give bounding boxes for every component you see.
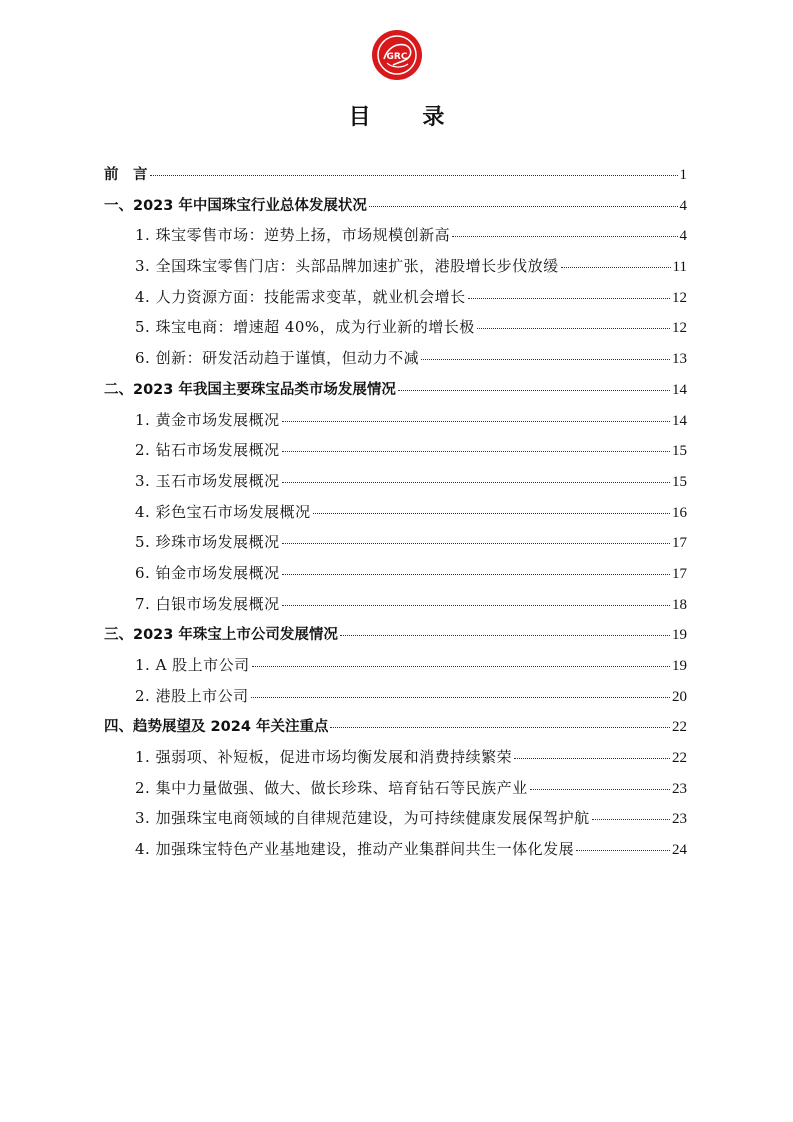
toc-page-number: 12 [672, 320, 687, 337]
toc-section-entry[interactable] [104, 715, 687, 746]
toc-page-number: 13 [672, 351, 687, 368]
toc-dot-leader [282, 482, 670, 483]
toc-page-number: 20 [672, 688, 687, 705]
toc-entry-label: 6. 铂金市场发展概况 [135, 563, 280, 582]
toc-entry-label: 二、2023 年我国主要珠宝品类市场发展情况 [104, 381, 396, 398]
toc-entry-label: 4. 彩色宝石市场发展概况 [135, 502, 311, 521]
toc-dot-leader [282, 574, 670, 575]
toc-entry-label: 4. 加强珠宝特色产业基地建设，推动产业集群间共生一体化发展 [135, 840, 575, 859]
toc-entry-label: 3. 全国珠宝零售门店：头部品牌加速扩张，港股增长步伐放缓 [135, 257, 559, 276]
organization-logo [371, 29, 423, 81]
toc-section-entry[interactable] [104, 378, 687, 409]
toc-page-number: 12 [672, 289, 687, 306]
toc-entry-label: 2. 钻石市场发展概况 [135, 441, 280, 460]
toc-dot-leader [477, 328, 670, 329]
toc-page-number: 19 [672, 627, 687, 644]
toc-page-number: 22 [672, 719, 687, 736]
toc-page-number: 23 [672, 811, 687, 828]
toc-page-number: 17 [672, 565, 687, 582]
toc-section-entry[interactable] [104, 623, 687, 654]
toc-dot-leader [282, 605, 670, 606]
toc-subsection-entry[interactable] [104, 685, 687, 716]
svg-text:GRC: GRC [386, 52, 408, 62]
toc-dot-leader [561, 267, 671, 268]
toc-dot-leader [369, 206, 678, 207]
toc-entry-label: 1. 黄金市场发展概况 [135, 410, 280, 429]
toc-subsection-entry[interactable] [104, 439, 687, 470]
toc-entry-label: 6. 创新：研发活动趋于谨慎，但动力不减 [135, 349, 420, 368]
toc-entry-label: 三、2023 年珠宝上市公司发展情况 [104, 627, 338, 644]
toc-entry-label: 一、2023 年中国珠宝行业总体发展状况 [104, 197, 367, 214]
toc-dot-leader [313, 513, 670, 514]
toc-dot-leader [330, 727, 670, 728]
toc-entry-label: 4. 人力资源方面：技能需求变革，就业机会增长 [135, 287, 466, 306]
toc-page-number: 4 [679, 228, 687, 245]
toc-page-number: 15 [672, 443, 687, 460]
toc-subsection-entry[interactable] [104, 224, 687, 255]
toc-dot-leader [421, 359, 670, 360]
page-title: 目 录 [348, 104, 467, 130]
toc-page-number: 18 [672, 596, 687, 613]
toc-subsection-entry[interactable] [104, 255, 687, 286]
toc-dot-leader [514, 758, 670, 759]
toc-page-number: 17 [672, 535, 687, 552]
toc-subsection-entry[interactable] [104, 409, 687, 440]
toc-entry-label: 1. 强弱项、补短板，促进市场均衡发展和消费持续繁荣 [135, 748, 513, 767]
toc-entry-label: 前 言 [104, 167, 148, 183]
toc-subsection-entry[interactable] [104, 316, 687, 347]
toc-entry-label: 5. 珍珠市场发展概况 [135, 533, 280, 552]
toc-page-number: 24 [672, 842, 687, 859]
toc-page-number: 16 [672, 504, 687, 521]
toc-subsection-entry[interactable] [104, 562, 687, 593]
toc-subsection-entry[interactable] [104, 286, 687, 317]
toc-dot-leader [252, 666, 670, 667]
toc-page-number: 14 [672, 381, 687, 398]
toc-dot-leader [452, 236, 677, 237]
toc-page-number: 11 [672, 259, 687, 276]
toc-entry-label: 1. 珠宝零售市场：逆势上扬，市场规模创新高 [135, 226, 451, 245]
toc-dot-leader [530, 789, 670, 790]
toc-page-number: 4 [679, 197, 687, 214]
toc-entry-label: 2. 集中力量做强、做大、做长珍珠、培育钻石等民族产业 [135, 778, 528, 797]
toc-entry-label: 四、趋势展望及 2024 年关注重点 [104, 719, 329, 736]
toc-dot-leader [398, 390, 670, 391]
toc-dot-leader [576, 850, 670, 851]
toc-section-entry[interactable] [104, 163, 687, 194]
toc-subsection-entry[interactable] [104, 838, 687, 869]
toc-dot-leader [251, 697, 670, 698]
toc-entry-label: 5. 珠宝电商：增速超 40%，成为行业新的增长极 [135, 318, 475, 337]
toc-dot-leader [340, 635, 670, 636]
toc-subsection-entry[interactable] [104, 347, 687, 378]
toc-entry-label: 3. 玉石市场发展概况 [135, 471, 280, 490]
table-of-contents [104, 163, 687, 869]
toc-dot-leader [282, 543, 670, 544]
toc-entry-label: 2. 港股上市公司 [135, 686, 249, 705]
toc-page-number: 15 [672, 473, 687, 490]
toc-subsection-entry[interactable] [104, 777, 687, 808]
toc-subsection-entry[interactable] [104, 470, 687, 501]
toc-page-number: 14 [672, 412, 687, 429]
toc-page-number: 22 [672, 750, 687, 767]
toc-page-number: 1 [679, 167, 687, 183]
toc-entry-label: 3. 加强珠宝电商领域的自律规范建设，为可持续健康发展保驾护航 [135, 809, 590, 828]
toc-subsection-entry[interactable] [104, 746, 687, 777]
toc-entry-label: 7. 白银市场发展概况 [135, 594, 280, 613]
toc-dot-leader [592, 819, 670, 820]
toc-subsection-entry[interactable] [104, 501, 687, 532]
toc-page-number: 19 [672, 658, 687, 674]
toc-dot-leader [282, 451, 670, 452]
toc-dot-leader [282, 421, 670, 422]
toc-section-entry[interactable] [104, 194, 687, 225]
toc-subsection-entry[interactable] [104, 531, 687, 562]
toc-page-number: 23 [672, 780, 687, 797]
toc-dot-leader [468, 298, 670, 299]
toc-entry-label: 1. A 股上市公司 [135, 656, 250, 674]
toc-subsection-entry[interactable] [104, 593, 687, 624]
toc-dot-leader [150, 175, 678, 176]
toc-subsection-entry[interactable] [104, 807, 687, 838]
toc-subsection-entry[interactable] [104, 654, 687, 685]
